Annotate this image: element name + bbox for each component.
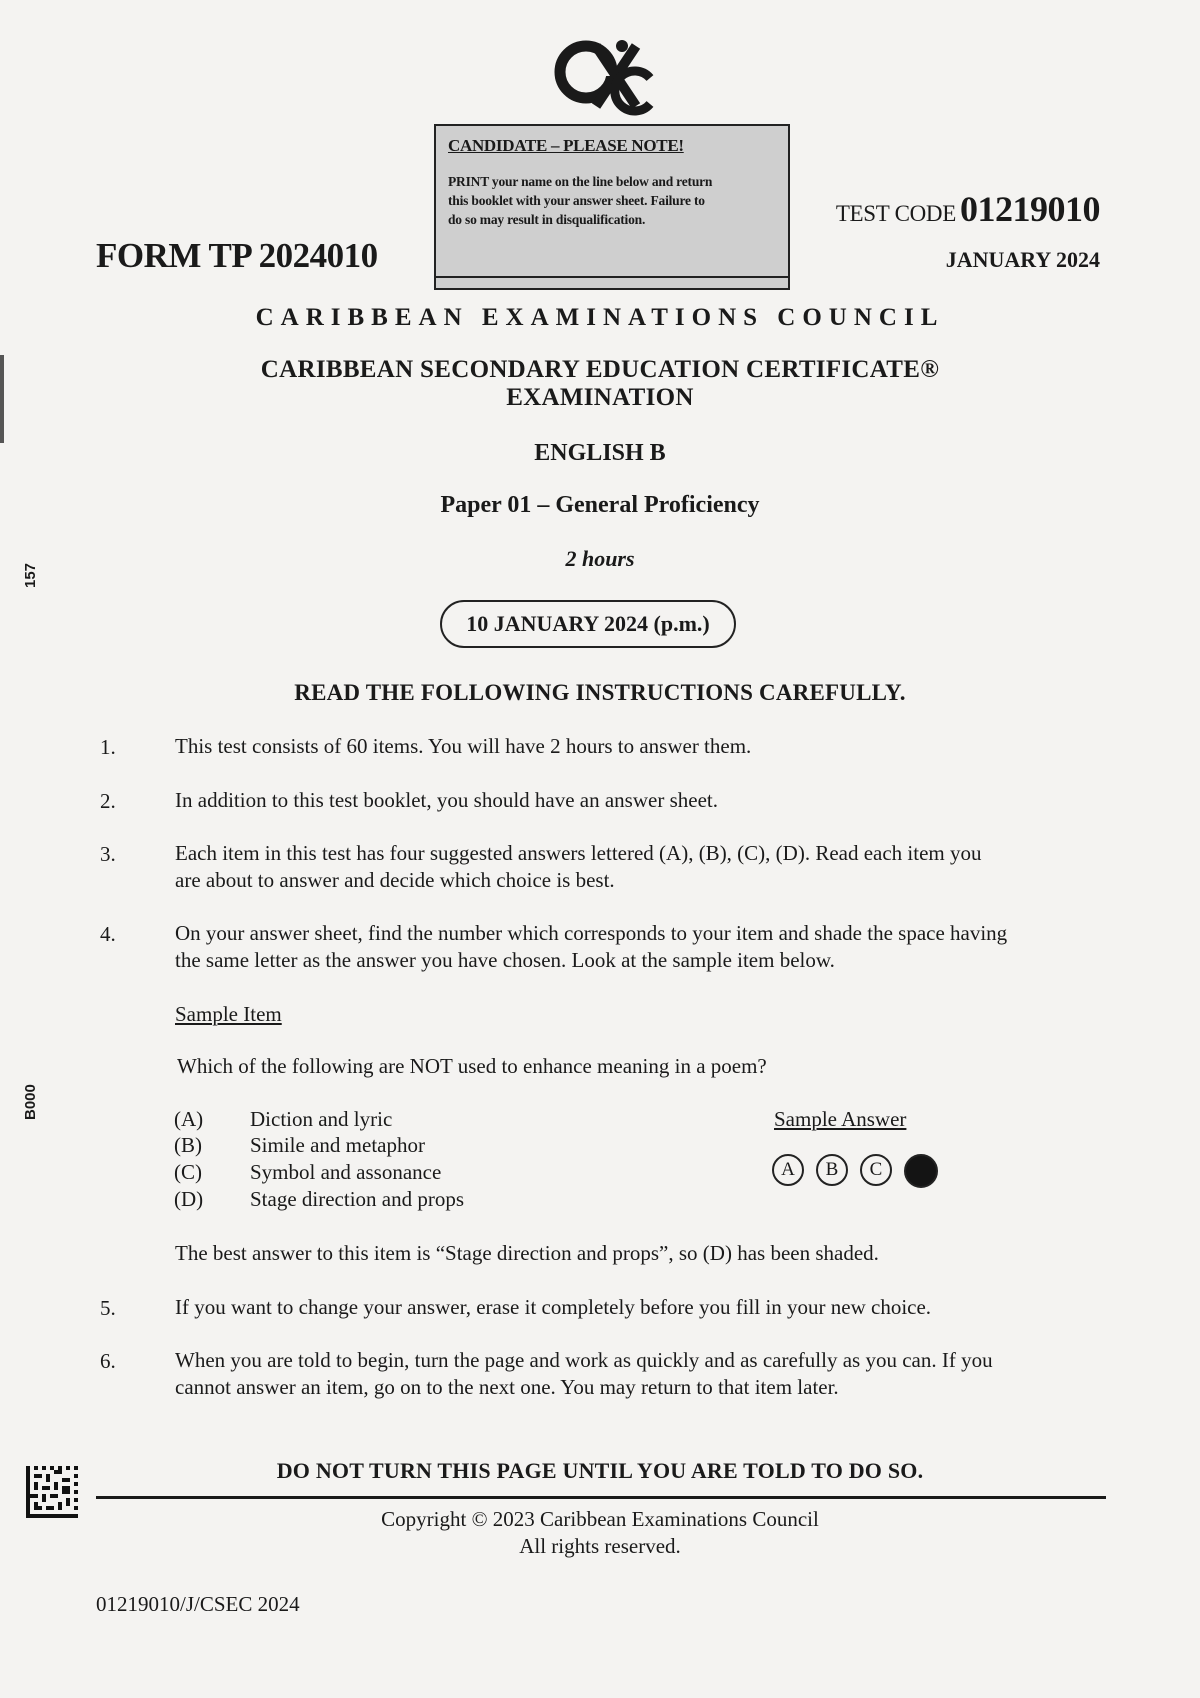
instruction-number: 3.	[100, 842, 116, 866]
test-code	[836, 188, 1100, 230]
do-not-turn-notice: DO NOT TURN THIS PAGE UNTIL YOU ARE TOLD TO DO SO.	[276, 1458, 924, 1483]
option-text: Symbol and assonance	[250, 1160, 442, 1184]
footer-rule	[96, 1496, 1106, 1499]
instruction-number: 1.	[100, 735, 116, 759]
notice-line-2: this booklet with your answer sheet. Failure to	[448, 193, 705, 208]
sample-question: Which of the following are NOT used to enhance meaning in a poem?	[177, 1054, 767, 1078]
option-letter: (B)	[174, 1133, 202, 1157]
sample-answer-bubbles	[772, 1154, 938, 1188]
exam-month: JANUARY 2024	[945, 247, 1100, 272]
instruction-text	[175, 733, 1105, 760]
instruction-text	[175, 1294, 1105, 1321]
certificate-title	[0, 356, 1200, 412]
instruction-number: 5.	[100, 1296, 116, 1320]
side-code-bottom: B000	[22, 1084, 39, 1120]
copyright	[0, 1506, 1200, 1560]
instruction-line: In addition to this test booklet, you should have an answer sheet.	[175, 788, 718, 812]
answer-bubble-c: C	[860, 1154, 892, 1186]
sample-explanation: The best answer to this item is “Stage direction and props”, so (D) has been shaded.	[175, 1241, 879, 1265]
candidate-notice-box	[434, 124, 790, 290]
instruction-number: 6.	[100, 1349, 116, 1373]
instruction-line: On your answer sheet, find the number which corresponds to your item and shade the space having	[175, 921, 1008, 945]
side-code-top: 157	[22, 562, 39, 588]
form-number: FORM TP 2024010	[96, 236, 378, 275]
answer-bubble-a: A	[772, 1154, 804, 1186]
option-letter: (A)	[174, 1107, 204, 1131]
candidate-name-line	[436, 276, 788, 278]
exam-date: 10 JANUARY 2024 (p.m.)	[440, 600, 736, 648]
notice-line-1: PRINT your name on the line below and return	[448, 174, 713, 189]
certificate-line-1: CARIBBEAN SECONDARY EDUCATION CERTIFICATE®	[260, 356, 940, 383]
instruction-text	[175, 787, 1105, 814]
test-code-label: TEST CODE	[835, 201, 956, 226]
sample-item-label: Sample Item	[175, 1002, 282, 1026]
instruction-line: This test consists of 60 items. You will have 2 hours to answer them.	[175, 734, 752, 758]
test-code-value: 01219010	[960, 189, 1100, 229]
instruction-text	[175, 920, 1105, 974]
instruction-number: 2.	[100, 789, 116, 813]
instruction-line: When you are told to begin, turn the page and work as quickly and as carefully as you can. If you	[175, 1348, 993, 1372]
notice-title: CANDIDATE – PLEASE NOTE!	[448, 136, 684, 155]
instruction-line: the same letter as the answer you have chosen. Look at the sample item below.	[175, 948, 835, 972]
datamatrix-code-icon	[26, 1466, 78, 1518]
instruction-line: If you want to change your answer, erase it completely before you fill in your new choice.	[175, 1295, 932, 1319]
sample-answer-label: Sample Answer	[774, 1107, 907, 1131]
option-letter: (C)	[174, 1160, 202, 1184]
instruction-text	[175, 1347, 1105, 1401]
option-text: Diction and lyric	[250, 1107, 393, 1131]
option-text: Stage direction and props	[250, 1187, 465, 1211]
notice-line-3: do so may result in disqualification.	[448, 212, 646, 227]
instruction-text	[175, 840, 1105, 894]
instructions-heading: READ THE FOLLOWING INSTRUCTIONS CAREFULLY.	[294, 680, 906, 705]
answer-bubble-d-shaded	[904, 1154, 938, 1188]
council-name: CARIBBEAN EXAMINATIONS COUNCIL	[255, 304, 945, 331]
instruction-line: are about to answer and decide which choice is best.	[175, 868, 615, 892]
option-letter: (D)	[174, 1187, 204, 1211]
answer-bubble-b: B	[816, 1154, 848, 1186]
copyright-line-2: All rights reserved.	[519, 1534, 681, 1558]
option-text: Simile and metaphor	[250, 1133, 425, 1157]
duration: 2 hours	[565, 546, 635, 571]
paper-title: Paper 01 – General Proficiency	[440, 492, 760, 518]
certificate-line-2: EXAMINATION	[506, 384, 694, 411]
notice-body	[448, 172, 778, 229]
copyright-line-1: Copyright © 2023 Caribbean Examinations Council	[381, 1507, 819, 1531]
instruction-number: 4.	[100, 922, 116, 946]
cxc-logo	[552, 36, 656, 116]
instruction-line: cannot answer an item, go on to the next one. You may return to that item later.	[175, 1375, 839, 1399]
instruction-line: Each item in this test has four suggested answers lettered (A), (B), (C), (D). Read each item you	[175, 841, 982, 865]
footer-exam-code: 01219010/J/CSEC 2024	[96, 1592, 300, 1616]
subject-title: ENGLISH B	[534, 440, 666, 466]
